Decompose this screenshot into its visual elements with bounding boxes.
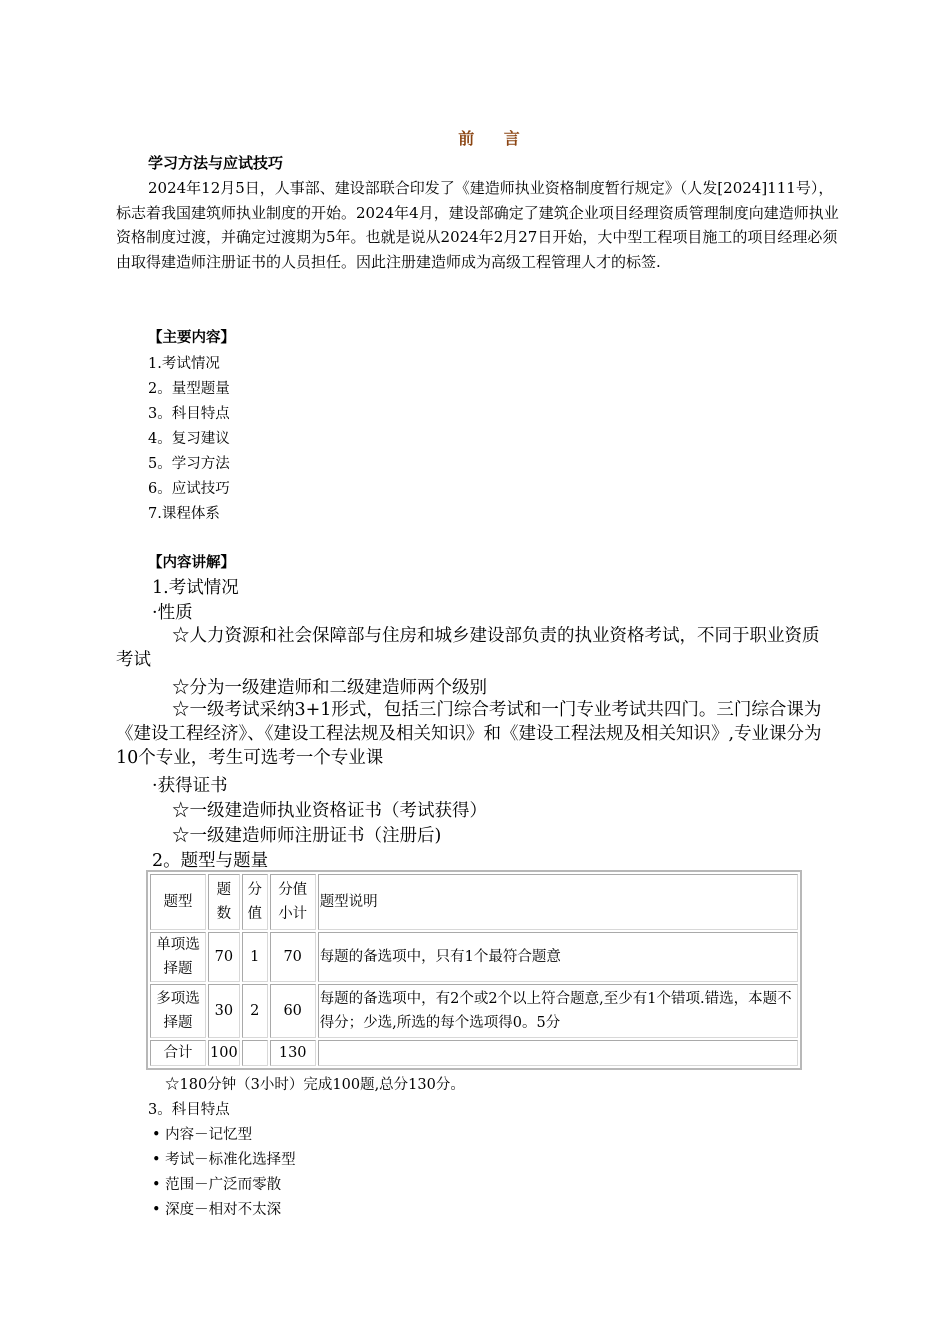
nature-label: ·性质 <box>152 603 193 623</box>
intro-text: 2024年12月5日，人事部、建设部联合印发了《建造师执业资格制度暂行规定》（人发[2024]111号），标志着我国建筑师执业制度的开始。2024年4月，建设部确定了建筑企业项目经理资质管理制度向建造师执业资格制度过渡，并确定过渡期为5年。也就是说从2024年2月27日开始，大中型工程项目施工的项目经理必须由取得建造师注册证书的人员担任。因此注册建造师成为高级工程管理人才的标签. <box>116 179 839 271</box>
cert-item-2: ☆一级建造师师注册证书（注册后) <box>172 826 442 846</box>
page-title: 前 言 <box>458 129 532 148</box>
table-cell: 每题的备选项中，有2个或2个以上符合题意,至少有1个错项.错选，本题不得分；少选,所选的每个选项得0。5分 <box>318 984 798 1038</box>
table-cell <box>318 1040 798 1066</box>
section-1-title: 1.考试情况 <box>152 578 239 598</box>
cert-label: ·获得证书 <box>152 776 228 796</box>
table-cell: 每题的备选项中，只有1个最符合题意 <box>318 932 798 982</box>
nature-item-3-text: ☆一级考试采纳3+1形式，包括三门综合考试和一门专业考试共四门。三门综合课为《建设工程经济》、《建设工程法规及相关知识》和《建设工程法规及相关知识》,专业课分为10个专业，考生可选考一个专业课 <box>116 700 822 768</box>
feature-item: • 考试－标准化选择型 <box>152 1152 296 1168</box>
main-item-5: 5。学习方法 <box>148 456 230 472</box>
section-2-title: 2。题型与题量 <box>152 851 269 871</box>
header-cell: 题型说明 <box>318 874 798 930</box>
cert-item-1: ☆一级建造师执业资格证书（考试获得） <box>172 801 487 821</box>
section-3-title: 3。科目特点 <box>148 1102 230 1118</box>
header-cell: 分值小计 <box>270 874 316 930</box>
table-cell: 合计 <box>150 1040 206 1066</box>
nature-item-1-text: ☆人力资源和社会保障部与住房和城乡建设部负责的执业资格考试，不同于职业资质考试 <box>116 626 820 670</box>
detail-heading: 【内容讲解】 <box>148 554 235 571</box>
main-item-4: 4。复习建议 <box>148 431 230 447</box>
feature-item: • 内容－记忆型 <box>152 1127 253 1143</box>
table-total-row <box>150 1040 798 1066</box>
nature-item-3 <box>116 698 836 770</box>
table-cell: 多项选择题 <box>150 984 206 1038</box>
header-cell: 分值 <box>242 874 268 930</box>
table-header-row <box>150 874 798 930</box>
nature-item-2: ☆分为一级建造师和二级建造师两个级别 <box>172 678 487 698</box>
feature-item: • 深度－相对不太深 <box>152 1202 282 1218</box>
table-cell: 70 <box>270 932 316 982</box>
main-item-6: 6。应试技巧 <box>148 481 230 497</box>
table-cell: 2 <box>242 984 268 1038</box>
main-item-1: 1.考试情况 <box>148 356 220 372</box>
table-cell: 100 <box>208 1040 240 1066</box>
table-cell: 30 <box>208 984 240 1038</box>
header-cell: 题型 <box>150 874 206 930</box>
table-cell: 1 <box>242 932 268 982</box>
table-cell: 70 <box>208 932 240 982</box>
intro-paragraph <box>116 176 846 274</box>
table-row <box>150 984 798 1038</box>
table-cell <box>242 1040 268 1066</box>
main-item-3: 3。科目特点 <box>148 406 230 422</box>
table-row <box>150 932 798 982</box>
table-cell: 60 <box>270 984 316 1038</box>
header-cell: 题数 <box>208 874 240 930</box>
question-type-table <box>146 870 802 1070</box>
nature-item-1 <box>116 624 836 672</box>
main-content-heading: 【主要内容】 <box>148 329 235 346</box>
main-item-7: 7.课程体系 <box>148 506 220 522</box>
exam-time-note: ☆180分钟（3小时）完成100题,总分130分。 <box>165 1077 465 1093</box>
main-item-2: 2。量型题量 <box>148 381 230 397</box>
subtitle: 学习方法与应试技巧 <box>148 154 284 172</box>
table-cell: 单项选择题 <box>150 932 206 982</box>
feature-item: • 范围－广泛而零散 <box>152 1177 282 1193</box>
table-cell: 130 <box>270 1040 316 1066</box>
